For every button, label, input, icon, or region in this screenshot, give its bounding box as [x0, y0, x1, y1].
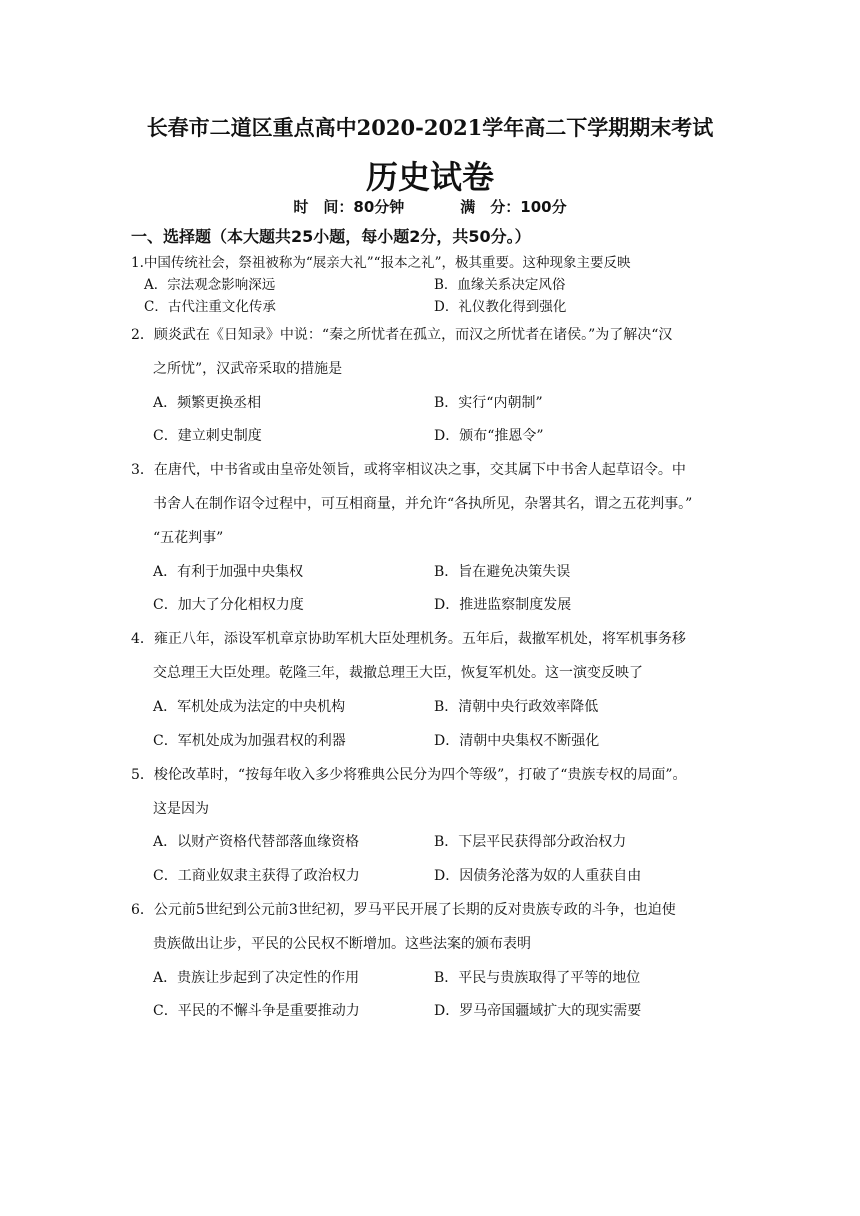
- question-2-stem-line-2: 之所忧”，汉武帝采取的措施是: [153, 361, 343, 377]
- exam-score: 满 分：100分: [460, 198, 567, 216]
- question-2-option-a: A．频繁更换丞相: [153, 395, 262, 411]
- question-4-option-c: C．军机处成为加强君权的利器: [153, 733, 346, 749]
- question-5-stem-line-1: 5．梭伦改革时，“按每年收入多少将雅典公民分为四个等级”，打破了“贵族专权的局面”。: [131, 767, 687, 783]
- question-6-option-a: A．贵族让步起到了决定性的作用: [153, 970, 360, 986]
- question-2-option-c: C．建立刺史制度: [153, 428, 262, 444]
- question-5-option-a: A．以财产资格代替部落血缘资格: [153, 834, 360, 850]
- question-1-option-d: D．礼仪教化得到强化: [434, 299, 567, 315]
- question-6-stem-line-2: 贵族做出让步，平民的公民权不断增加。这些法案的颁布表明: [153, 936, 531, 952]
- question-1-option-a: A．宗法观念影响深远: [144, 277, 276, 293]
- exam-time: 时 间：80分钟: [293, 198, 405, 216]
- question-3-stem-line-2: 书舍人在制作诏令过程中，可互相商量，并允许“各执所见，杂署其名，谓之五花判事。”: [153, 496, 693, 512]
- exam-title: 长春市二道区重点高中2020-2021学年高二下学期期末考试: [146, 115, 714, 140]
- question-6-option-b: B．平民与贵族取得了平等的地位: [434, 970, 641, 986]
- question-3-option-d: D．推进监察制度发展: [434, 597, 572, 613]
- question-1-option-c: C．古代注重文化传承: [144, 299, 276, 315]
- question-5-stem-line-2: 这是因为: [153, 801, 209, 817]
- question-4-option-a: A．军机处成为法定的中央机构: [153, 699, 346, 715]
- question-5-option-c: C．工商业奴隶主获得了政治权力: [153, 868, 360, 884]
- question-1-option-b: B．血缘关系决定风俗: [434, 277, 566, 293]
- exam-meta: [0, 196, 860, 217]
- question-5-option-d: D．因债务沦落为奴的人重获自由: [434, 868, 642, 884]
- question-6-stem-line-1: 6．公元前5世纪到公元前3世纪初，罗马平民开展了长期的反对贵族专政的斗争，也迫使: [131, 902, 676, 918]
- question-5-option-b: B．下层平民获得部分政治权力: [434, 834, 627, 850]
- question-4-option-b: B．清朝中央行政效率降低: [434, 699, 599, 715]
- question-3-option-a: A．有利于加强中央集权: [153, 564, 304, 580]
- question-2-option-b: B．实行“内朝制”: [434, 395, 543, 411]
- question-3-stem-line-1: 3．在唐代，中书省或由皇帝处领旨，或将宰相议决之事，交其属下中书舍人起草诏令。中: [131, 462, 686, 478]
- section-heading: 一、选择题（本大题共25小题，每小题2分，共50分。）: [131, 227, 531, 246]
- question-6-option-d: D．罗马帝国疆域扩大的现实需要: [434, 1003, 642, 1019]
- question-2-stem-line-1: 2．顾炎武在《日知录》中说：“秦之所忧者在孤立，而汉之所忧者在诸侯。”为了解决“汉: [131, 327, 673, 343]
- question-4-option-d: D．清朝中央集权不断强化: [434, 733, 600, 749]
- question-4-stem-line-1: 4．雍正八年，添设军机章京协助军机大臣处理机务。五年后，裁撤军机处，将军机事务移: [131, 631, 686, 647]
- question-2-option-d: D．颁布“推恩令”: [434, 428, 544, 444]
- question-6-option-c: C．平民的不懈斗争是重要推动力: [153, 1003, 360, 1019]
- question-1-stem: 1.中国传统社会，祭祖被称为“展亲大礼”“报本之礼”，极其重要。这种现象主要反映: [131, 255, 631, 271]
- question-3-option-b: B．旨在避免决策失误: [434, 564, 571, 580]
- question-3-stem-line-3: “五花判事”: [153, 530, 224, 546]
- question-4-stem-line-2: 交总理王大臣处理。乾隆三年，裁撤总理王大臣，恢复军机处。这一演变反映了: [153, 665, 643, 681]
- exam-subject: 历史试卷: [365, 158, 494, 196]
- question-3-option-c: C．加大了分化相权力度: [153, 597, 304, 613]
